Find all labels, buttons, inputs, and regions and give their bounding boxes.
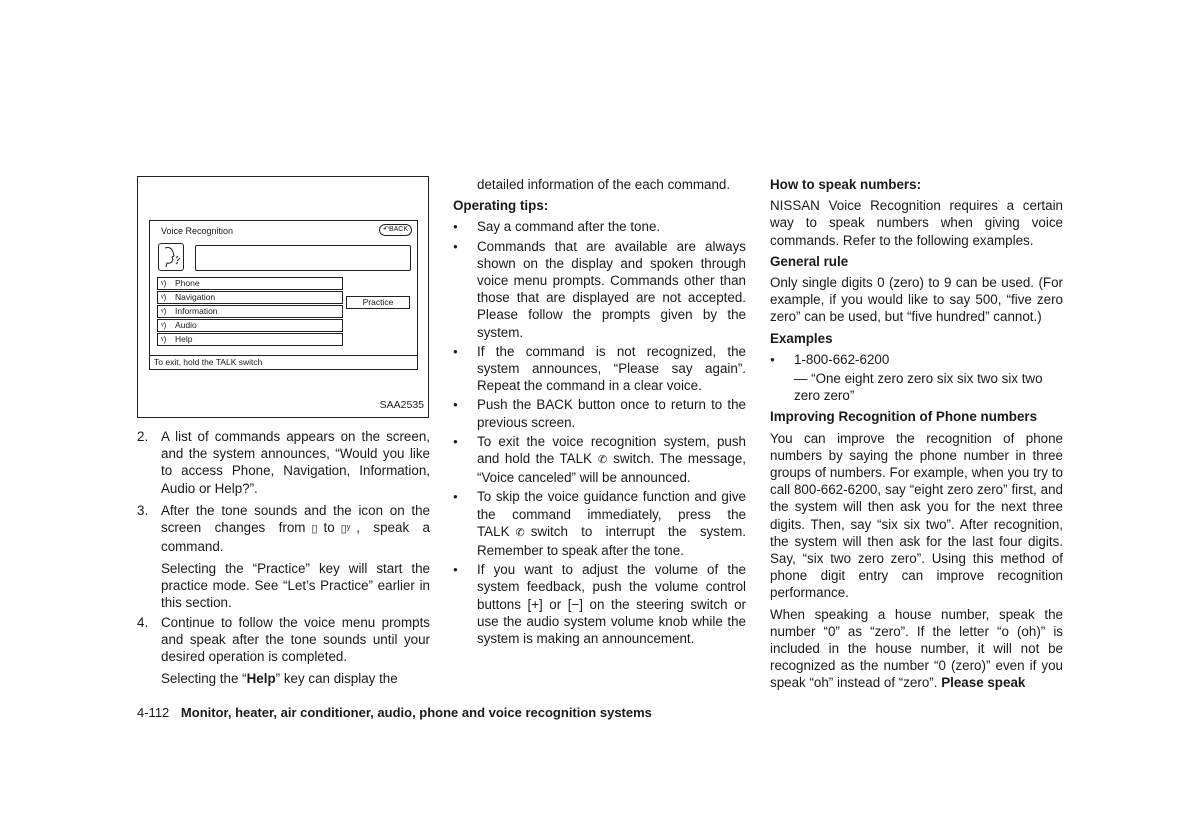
figure-box [137, 176, 429, 418]
speak-icon: ▯ʸ [340, 523, 351, 536]
screen-title: Voice Recognition [161, 226, 234, 236]
voice-recognition-screen [149, 220, 418, 370]
examples-heading: Examples [770, 330, 833, 346]
voice-icon: ᵞ) [161, 307, 167, 316]
voice-icon: ᵞ) [161, 321, 167, 330]
example-spoken: — “One eight zero zero six six two six two zero zero” [794, 371, 1043, 404]
column-2: detailed information of the each command. Operating tips: ● Say a command after the tone. ● Commands that are available are always shown on the display and spoken through voice menu prompts. Commands other than those that are displayed are not accepted. Please follow the prompts given by the system. ● If the command is not recognized, the system announces, “Please say again”. Repeat the command in a clear voice. ● Push the BACK button once to return to the previous screen. ● To exit the voice recognition system, push and hold the TALK ✆ switch. The message, “Voice canceled” will be announced. ● To skip the voice guidance function and give the command immediately, press the TALK ✆ switch to interrupt the system. Remember to speak after the tone. ● If you want to adjust the volume of the system feedback, push the volume control buttons [+] or [−] on the steering switch or use the audio system volume knob while the system is making an announcement. [453, 176, 746, 649]
back-button: ↶BACK [379, 224, 412, 236]
tip-2: ● Commands that are available are always shown on the display and spoken through voice menu prompts. Commands other than those that are displayed are not accepted. Please follow the prompts given by the system. [453, 238, 746, 341]
step-4: 4. Continue to follow the voice menu prompts and speak after the tone sounds until your desired operation is completed. Selecting the “Help” key can display the [137, 615, 430, 686]
recognition-display-box [195, 245, 411, 271]
tip-1: ● Say a command after the tone. [453, 218, 746, 235]
screen-footer: To exit, hold the TALK switch [150, 355, 417, 369]
menu-item-navigation: ᵞ) Navigation [157, 291, 343, 304]
page-number: 4-112 [137, 705, 170, 720]
general-rule-heading: General rule [770, 253, 849, 269]
tip-3: ● If the command is not recognized, the system announces, “Please say again”. Repeat the command in a clear voice. [453, 343, 746, 395]
menu-item-information: ᵞ) Information [157, 305, 343, 318]
menu-item-audio: ᵞ) Audio [157, 319, 343, 332]
page-footer [137, 704, 652, 721]
example-number: ● 1-800-662-6200 [770, 351, 1063, 368]
talk-switch-icon: ✆ [597, 454, 608, 467]
voice-icon: ᵞ) [161, 293, 167, 302]
tip-5: ● To exit the voice recognition system, push and hold the TALK ✆ switch. The message, “Voice canceled” will be announced. [453, 433, 746, 487]
menu-item-phone: ᵞ) Phone [157, 277, 343, 290]
speak-numbers-heading: How to speak numbers: [770, 177, 922, 192]
talk-switch-icon: ✆ [515, 526, 525, 539]
tip-4: ● Push the BACK button once to return to the previous screen. [453, 396, 746, 430]
talk-icon: ▯ [311, 523, 318, 536]
menu-item-help: ᵞ) Help [157, 333, 343, 346]
improving-recognition-heading: Improving Recognition of Phone numbers [770, 409, 1038, 425]
operating-tips-heading: Operating tips: [453, 198, 549, 214]
column-3: How to speak numbers: NISSAN Voice Recognition requires a certain way to speak numbers when giving voice commands. Refer to the following examples. General rule Only single digits 0 (zero) to 9 can be used. (For example, if you would like to say 500, “five zero zero” can be used, but “five hundred” cannot.) Examples ● 1-800-662-6200 — “One eight zero zero six six two six two zero zero” Improving Recognition of Phone numbers You can improve the recognition of phone numbers by saying the phone number in three groups of numbers. For example, when you try to call 800-662-6200, say “eight zero zero” first, and the system will then ask you for the next three digits. Then, say “six six two”. After recognition, the system will then ask for the last four digits. Say, “six two zero zero”. Using this method of phone digit entry can improve recognition performance. When speaking a house number, speak the number “0” as “zero”. If the letter “o (oh)” is included in the house number, it will not be recognized as the number “0 (zero)” even if you speak “oh” instead of “zero”. Please speak [770, 176, 1063, 692]
back-label: BACK [388, 226, 408, 233]
speaker-face-icon [158, 243, 184, 271]
voice-icon: ᵞ) [161, 279, 167, 288]
section-title: Monitor, heater, air conditioner, audio, phone and voice recognition systems [180, 705, 652, 720]
practice-button: Practice [346, 296, 410, 309]
voice-icon: ᵞ) [161, 335, 167, 344]
step-3: 3. After the tone sounds and the icon on the screen changes from ▯ to ▯ʸ , speak a command. Selecting the “Practice” key will start the practice mode. See “Let’s Practice” earlier in this section. [137, 503, 430, 611]
tip-7: ● If you want to adjust the volume of the system feedback, push the volume control buttons [+] or [−] on the steering switch or use the audio system volume knob while the system is making an announcement. [453, 561, 746, 647]
step-2: 2. A list of commands appears on the screen, and the system announces, “Would you like to access Phone, Navigation, Information, Audio or Help?”. [137, 429, 430, 496]
tip-6: ● To skip the voice guidance function and give the command immediately, press the TALK ✆ switch to interrupt the system. Remember to speak after the tone. [453, 488, 746, 559]
figure-code: SAA2535 [379, 398, 424, 411]
